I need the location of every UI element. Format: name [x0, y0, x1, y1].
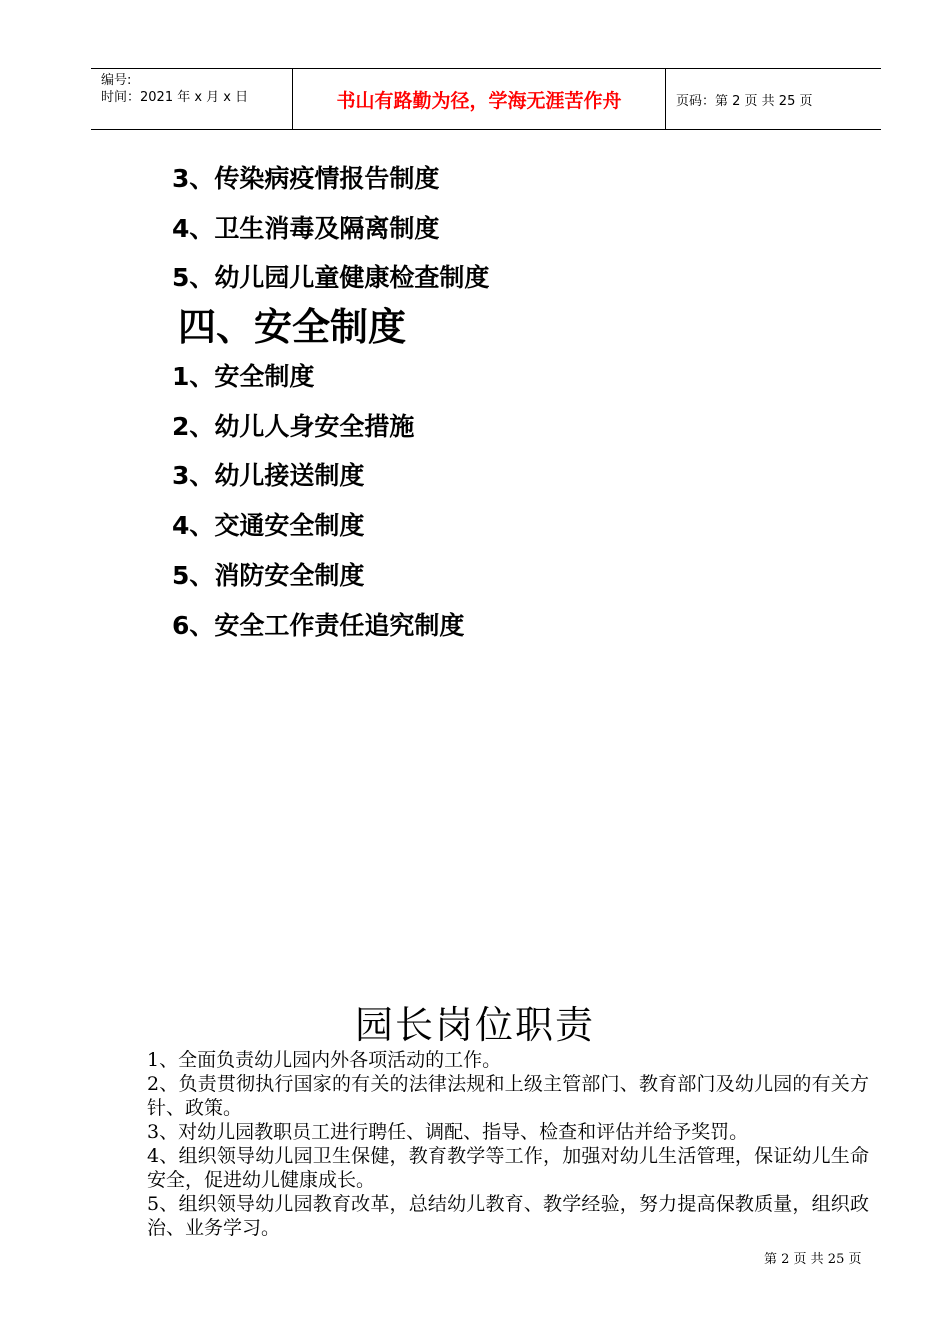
- outline-item: 4、卫生消毒及隔离制度: [172, 214, 440, 243]
- duty-paragraph: 4、组织领导幼儿园卫生保健，教育教学等工作，加强对幼儿生活管理，保证幼儿生命安全，促进幼儿健康成长。: [147, 1145, 869, 1191]
- outline-item: 2、幼儿人身安全措施: [172, 412, 415, 441]
- outline-item: 5、幼儿园儿童健康检查制度: [172, 263, 490, 292]
- header-divider: [665, 69, 666, 129]
- footer-page-info: 第 2 页 共 25 页: [764, 1252, 862, 1267]
- outline-item: 3、传染病疫情报告制度: [172, 164, 440, 193]
- time-label: 时间：2021 年 x 月 x 日: [101, 90, 249, 105]
- outline-item: 5、消防安全制度: [172, 561, 365, 590]
- header-page-info: 页码：第 2 页 共 25 页: [676, 93, 813, 109]
- outline-item: 4、交通安全制度: [172, 511, 365, 540]
- header-motto: 书山有路勤为径，学海无涯苦作舟: [336, 89, 622, 112]
- page-header: [91, 68, 881, 130]
- duty-title: 园长岗位职责: [354, 1003, 595, 1047]
- duty-body: [147, 1048, 869, 1240]
- header-meta: [101, 72, 291, 106]
- duty-paragraph: 3、对幼儿园教职员工进行聘任、调配、指导、检查和评估并给予奖罚。: [147, 1121, 749, 1143]
- duty-paragraph: 5、组织领导幼儿园教育改革，总结幼儿教育、教学经验，努力提高保教质量，组织政治、业务学习。: [147, 1193, 869, 1239]
- section-heading: 四、安全制度: [178, 305, 407, 349]
- outline-item: 6、安全工作责任追究制度: [172, 611, 465, 640]
- outline-item: 1、安全制度: [172, 362, 315, 391]
- duty-paragraph: 2、负责贯彻执行国家的有关的法律法规和上级主管部门、教育部门及幼儿园的有关方针、政策。: [147, 1073, 869, 1119]
- serial-label: 编号:: [101, 73, 132, 88]
- duty-paragraph: 1、全面负责幼儿园内外各项活动的工作。: [147, 1049, 502, 1071]
- outline-item: 3、幼儿接送制度: [172, 461, 365, 490]
